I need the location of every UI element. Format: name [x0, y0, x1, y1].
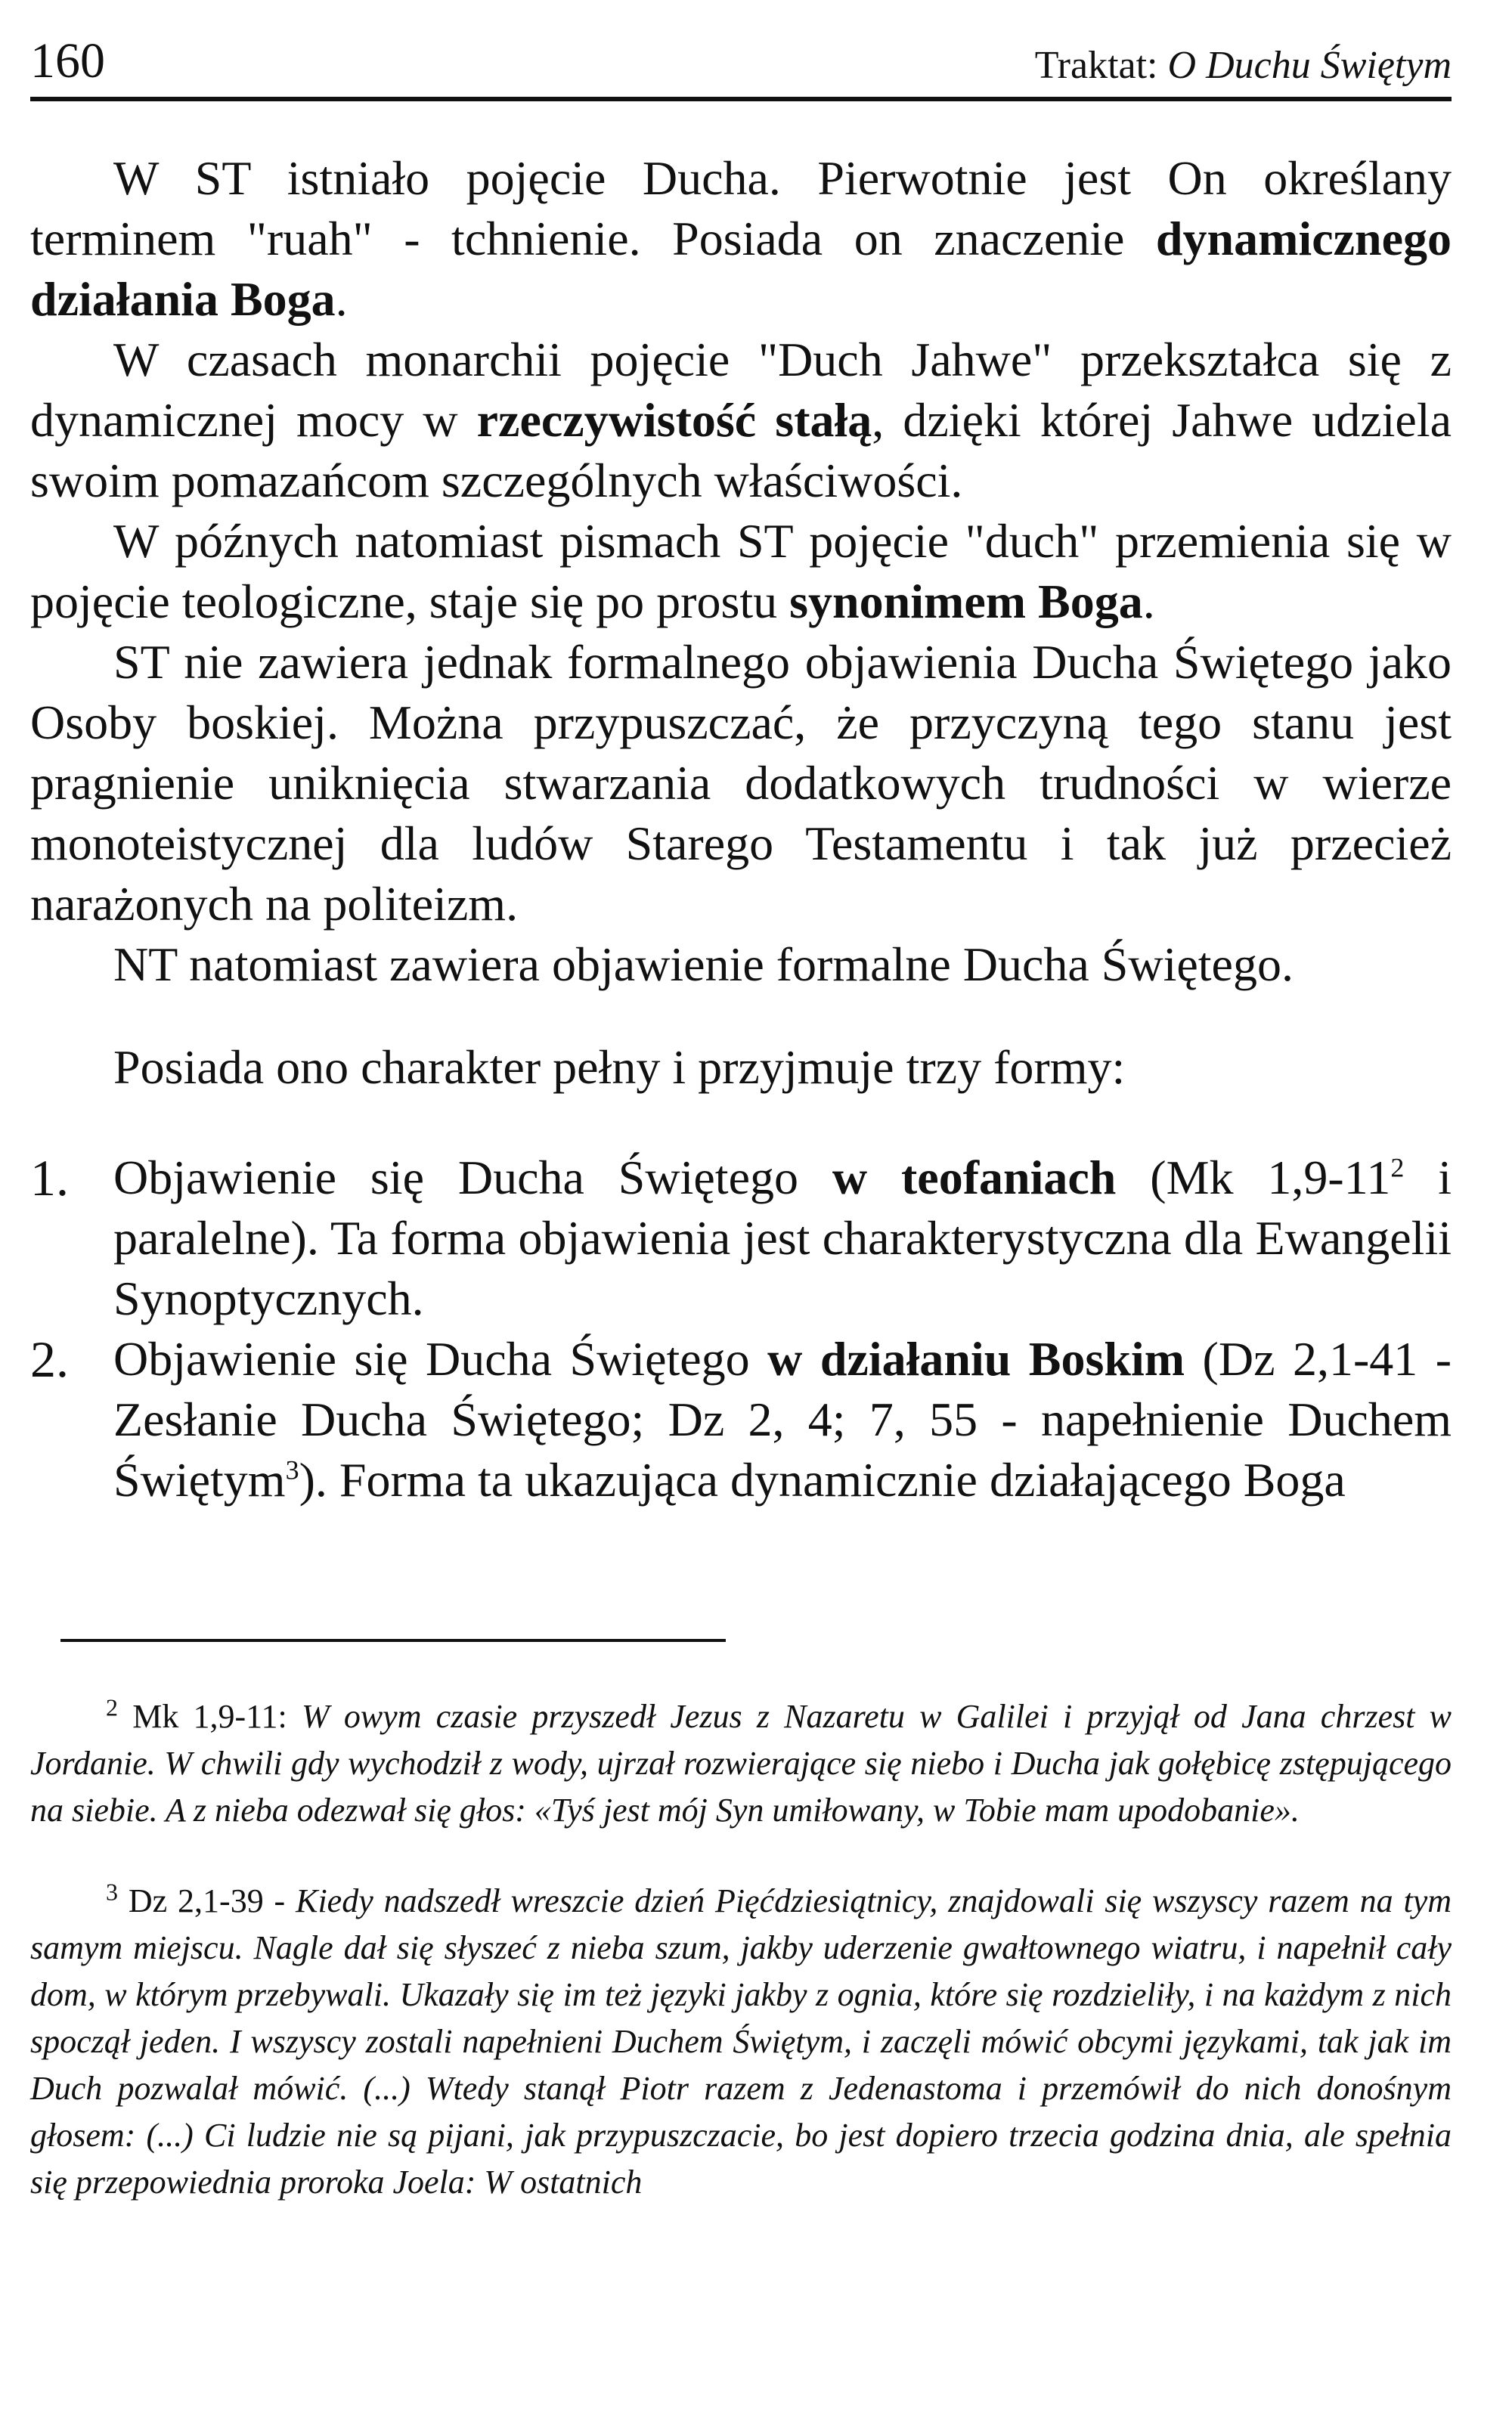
- paragraph-5: NT natomiast zawiera objawienie formalne Ducha Świętego.: [113, 937, 1294, 991]
- running-title-italic: O Duchu Świętym: [1167, 44, 1452, 87]
- running-title: [1035, 32, 1452, 100]
- emphasis-w-teofaniach: w teofaniach: [832, 1151, 1117, 1204]
- footnote-mark: 3: [106, 1878, 118, 1906]
- footnote-separator: [60, 1639, 726, 1642]
- list-number: 2.: [30, 1330, 69, 1388]
- page-number: 160: [30, 33, 105, 88]
- footnote-mark: 2: [106, 1693, 118, 1721]
- footnote-3: [30, 1878, 1452, 2206]
- footnote-ref: Mk 1,9-11:: [132, 1698, 302, 1735]
- footnote-ref-2: 2: [1390, 1152, 1405, 1183]
- footnote-2: [30, 1693, 1452, 1834]
- footnotes: [30, 1693, 1452, 2206]
- emphasis-synonimem-boga: synonimem Boga: [789, 575, 1143, 628]
- running-title-prefix: Traktat:: [1034, 44, 1168, 87]
- header-rule: [30, 97, 1452, 101]
- footnote-text: W owym czasie przyszedł Jezus z Nazaretu w Galilei i przyjął od Jana chrzest w Jordanie. W chwili gdy wychodził z wody, ujrzał rozwierające się niebo i Ducha jak gołębicę zstępującego na siebie. A z nieba odezwał się głos: «Tyś jest mój Syn umiłowany, w Tobie mam upodobanie».: [30, 1698, 1452, 1829]
- list-number: 1.: [30, 1149, 69, 1207]
- paragraph-3: W późnych natomiast pismach ST pojęcie "duch" przemienia się w pojęcie teologiczne, staje się po prostu synonimem Boga.: [30, 514, 1452, 628]
- emphasis-w-dzialaniu-boskim: w działaniu Boskim: [767, 1332, 1185, 1386]
- footnote-text: Kiedy nadszedł wreszcie dzień Pięćdziesiątnicy, znajdowali się wszyscy razem na tym samym miejscu. Nagle dał się słyszeć z nieba szum, jakby uderzenie gwałtownego wiatru, i napełnił cały dom, w którym przebywali. Ukazały się im też języki jakby z ognia, które się rozdzieliły, i na każdym z nich spoczął jeden. I wszyscy zostali napełnieni Duchem Świętym, i zaczęli mówić obcymi językami, tak jak im Duch pozwalał mówić. (...) Wtedy stanął Piotr razem z Jedenastoma i przemówił do nich donośnym głosem: (...) Ci ludzie nie są pijani, jak przypuszczacie, bo jest dopiero trzecia godzina dnia, ale spełnia się przepowiednia proroka Joela: W ostatnich: [30, 1882, 1452, 2201]
- list-item: 2. Objawienie się Ducha Świętego w działaniu Boskim (Dz 2,1-41 - Zesłanie Ducha Świętego; Dz 2, 4; 7, 55 - napełnienie Duchem Świętym$^3$). Forma ta ukazująca dynamicznie działającego Boga: [30, 1330, 1452, 1507]
- book-page: [30, 0, 1452, 2410]
- paragraph-6: Posiada ono charakter pełny i przyjmuje trzy formy:: [113, 1040, 1126, 1094]
- emphasis-rzeczywistosc-stala: rzeczywistość stałą: [476, 393, 872, 447]
- page-header: [30, 27, 1452, 95]
- main-text: [30, 148, 1452, 1510]
- emphasis-dynamicznego-dzialania: dynamicznego działania Boga: [30, 212, 1452, 326]
- paragraph-4: ST nie zawiera jednak formalnego objawienia Ducha Świętego jako Osoby boskiej. Można przypuszczać, że przyczyną tego stanu jest pragnienie uniknięcia stwarzania dodatkowych trudności w wierze monoteistycznej dla ludów Starego Testamentu i tak już przecież narażonych na politeizm.: [30, 635, 1452, 931]
- paragraph-2: W czasach monarchii pojęcie "Duch Jahwe" przekształca się z dynamicznej mocy w rzeczywistość stałą, dzięki której Jahwe udziela swoim pomazańcom szczególnych właściwości.: [30, 333, 1452, 507]
- paragraph-1: W ST istniało pojęcie Ducha. Pierwotnie jest On określany terminem "ruah" - tchnienie. Posiada on znaczenie dynamicznego działania Boga.: [30, 151, 1452, 326]
- list-item: 1. Objawienie się Ducha Świętego w teofaniach (Mk $1,9-11^2$ i paralelne). Ta forma objawienia jest charakterystyczna dla Ewangelii Synoptycznych.: [30, 1149, 1452, 1325]
- footnote-ref-3: 3: [285, 1454, 299, 1485]
- forms-list: [30, 1148, 1452, 1510]
- footnote-ref: Dz 2,1-39 -: [128, 1882, 296, 1919]
